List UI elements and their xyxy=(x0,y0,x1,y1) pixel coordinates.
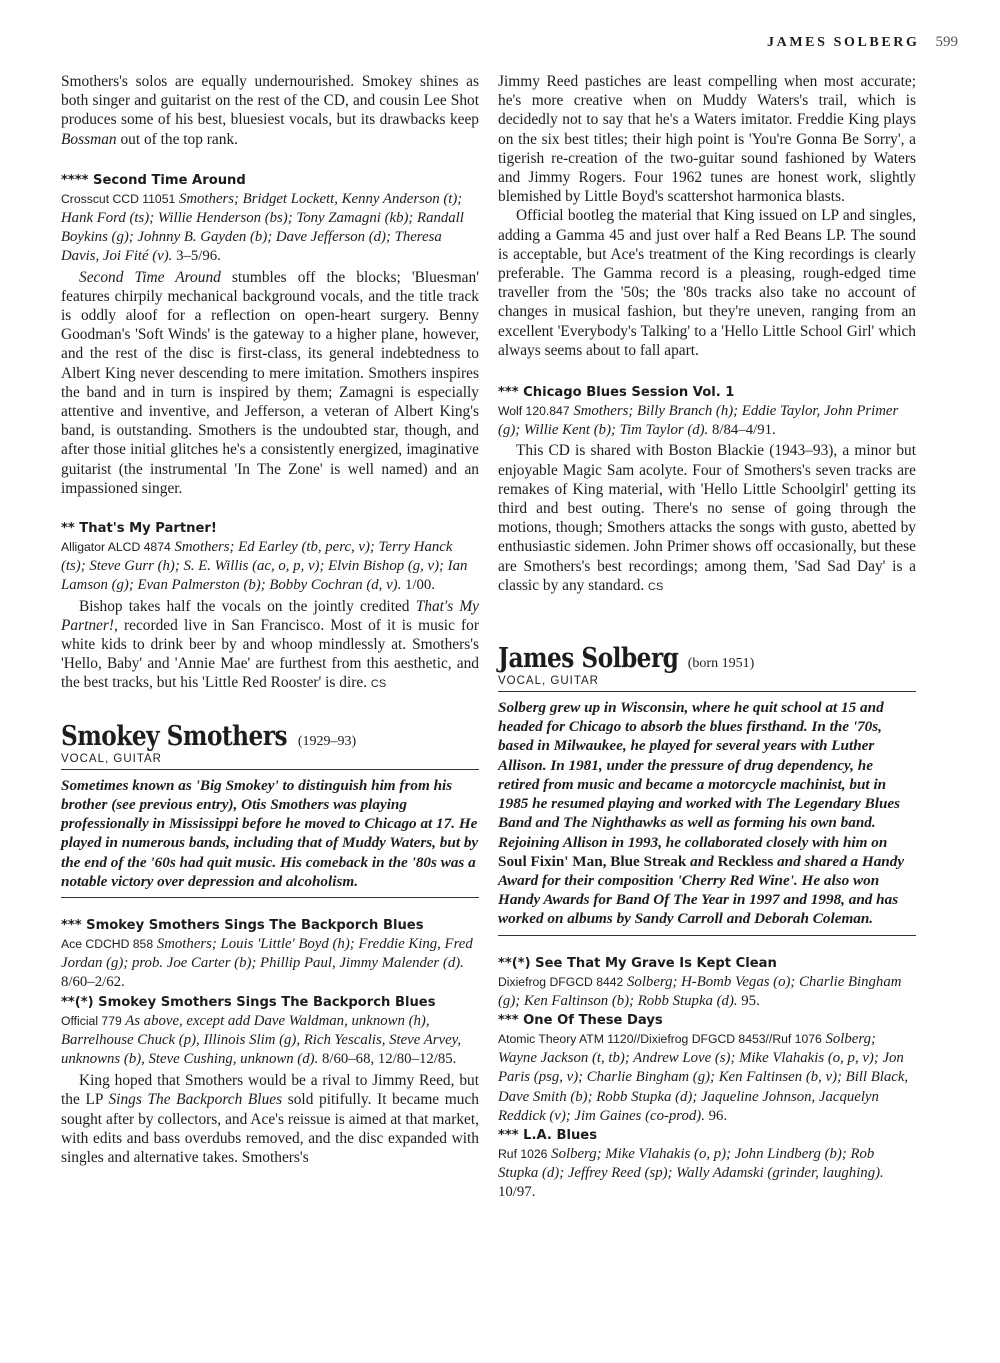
album-title: **** Second Time Around xyxy=(61,172,246,188)
album-title: *** Chicago Blues Session Vol. 1 xyxy=(498,385,735,401)
review: This CD is shared with Boston Blackie (1943–93), a minor but enjoyable Magic Sam acolyte. Four of Smothers's seven tracks are remakes of King material, with 'Hello Little Schoolgirl' getting its third and best outing. There's no sense of going through the motions, though; Smothers attacks the songs with gusto, abetted by enthusiastic sidemen. John Primer shows off occasionally, but these are Smothers's best recordings; among them, 'Sad Sad Day' is a classic by any standard. CS xyxy=(498,442,916,594)
review: Bishop takes half the vocals on the jointly credited That's My Partner!, recorded live in San Francisco. Most of it is music for white kids to drink beer by and whoop mindlessly at. Smothers's 'Hello, Baby' and 'Annie Mae' are furthest from this aesthetic, and the best tracks, but his 'Little Red Rooster' is dire. CS xyxy=(61,597,480,692)
artist-bio: Sometimes known as 'Big Smokey' to distinguish him from his brother (see previous entry), Otis Smothers was playing professionally in Mississippi before he moved to Chicago at 17. He played in numerous bands, including that of Muddy Waters, but by the end of the '60s had quit music. His comeback in the '80s was a notable victory over depression and alcoholism. xyxy=(61,776,479,898)
artist-dates: (born 1951) xyxy=(687,656,755,672)
page-number: 599 xyxy=(935,34,958,50)
review: King hoped that Smothers would be a rival to Jimmy Reed, but the LP Sings The Backporch Blues sold pitifully. It became much sought after by collectors, and Ace's reissue is aimed at that market, with edits and bass overdubs removed, and the disc expanded with singles and alternative takes. Smothers's xyxy=(61,1072,479,1166)
discography-line: Official 779 As above, except add Dave Waldman, unknown (h), Barrelhouse Chuck (p), Illinois Slim (g), Rich Yescalis, Steve Arvey, unknowns (b), Steve Cushing, unknown (d). 8/60–68, 12/80–12/85. xyxy=(61,1012,462,1067)
author-credit: CS xyxy=(370,678,387,691)
artist-role: VOCAL, GUITAR xyxy=(498,675,916,692)
discography-line: Atomic Theory ATM 1120//Dixiefrog DFGCD 8453//Ruf 1076 Solberg; Wayne Jackson (t, tb); Andrew Love (s); Mike Vlahakis (o, p, v); Jon Paris (psg, v); Charlie Bingham (g); Ken Faltinsen (b, v); Bill Black, Dave Smith (b); Robb Stupka (d); Jaqueline Johnson, Jacquelyn Reddick (v); Jim Gaines (co-prod). 96. xyxy=(498,1030,909,1124)
author-credit: CS xyxy=(648,580,664,593)
running-title: JAMES SOLBERG xyxy=(767,35,920,50)
paragraph: Official bootleg the material that King issued on LP and singles, adding a Gamma 45 and just over half a Red Beans LP. The sound is acceptable, but Ace's treatment of the King recordings is clearly preferable. The Gamma record is a pleasing, rough-edged time traveller from the '50s; the '80s tracks also take no account of changes in musical fashion, but they're uneven, ranging from an excellent 'Everybody's Talking' to a 'Hello Little School Girl' which always seems about to fall apart. xyxy=(498,207,916,359)
discography-line: Ruf 1026 Solberg; Mike Vlahakis (o, p); John Lindberg (b); Rob Stupka (d); Jeffrey Reed (sp); Wally Adamski (grinder, laughing). 10/97. xyxy=(498,1145,884,1201)
album-title: **(*) See That My Grave Is Kept Clean xyxy=(498,955,777,971)
artist-heading xyxy=(498,643,916,674)
artist-name: James Solberg xyxy=(498,643,679,675)
album-title: *** Smokey Smothers Sings The Backporch Blues xyxy=(61,917,424,933)
album-title: *** L.A. Blues xyxy=(498,1127,598,1143)
album-title: ** That's My Partner! xyxy=(61,521,217,537)
discography-line: Dixiefrog DFGCD 8442 Solberg; H-Bomb Vegas (o); Charlie Bingham (g); Ken Faltinson (b); Robb Stupka (d). 95. xyxy=(498,973,902,1009)
paragraph: Smothers's solos are equally undernourished. Smokey shines as both singer and guitarist on the rest of the CD, and cousin Lee Shot produces some of his best, bluesiest vocals, but its drawbacks keep Bossman out of the top rank. xyxy=(61,73,479,148)
discography-line: Wolf 120.847 Smothers; Billy Branch (h); Eddie Taylor, John Primer (g); Willie Kent (b); Tim Taylor (d). 8/84–4/91. xyxy=(498,403,899,439)
album-title: **(*) Smokey Smothers Sings The Backporch Blues xyxy=(61,994,436,1010)
left-column xyxy=(61,72,479,1167)
artist-role: VOCAL, GUITAR xyxy=(61,753,479,770)
album-title: *** One Of These Days xyxy=(498,1012,663,1028)
artist-bio: Solberg grew up in Wisconsin, where he quit school at 15 and headed for Chicago to absorb the blues firsthand. In the '70s, based in Milwaukee, he played for several years with Luther Allison. In 1981, under the pressure of drug dependency, he retired from music and became a motorcycle machinist, but in 1985 he resumed playing and worked with The Legendary Blues Band and The Nighthawks as well as forming his own band. Rejoining Allison in 1993, he collaborated closely with him on Soul Fixin' Man, Blue Streak and Reckless and shared a Handy Award for their composition 'Cherry Red Wine'. He also won Handy Awards for Band Of The Year in 1997 and 1998, and has worked on albums by Sandy Carroll and Deborah Coleman. xyxy=(498,698,916,935)
artist-dates: (1929–93) xyxy=(297,733,357,749)
right-column xyxy=(498,72,916,1204)
running-head xyxy=(767,34,958,51)
artist-heading xyxy=(61,721,479,752)
discography-line: Alligator ALCD 4874 Smothers; Ed Earley (tb, perc, v); Terry Hanck (ts); Steve Gurr (h); S. E. Willis (ac, o, p, v); Elvin Bishop (g, v); Ian Lamson (g); Evan Palmerston (b); Bobby Cochran (d, v). 1/00. xyxy=(61,539,468,594)
discography-line: Ace CDCHD 858 Smothers; Louis 'Little' Boyd (h); Freddie King, Fred Jordan (g); prob. Joe Carter (b); Phillip Paul, Jimmy Malender (d). 8/60–2/62. xyxy=(61,935,473,991)
artist-name: Smokey Smothers xyxy=(61,720,288,752)
paragraph: Jimmy Reed pastiches are least compelling when most accurate; he's more creative when on Muddy Waters's trail, which is decidedly not to say that he's a Waters imitator. Freddie King plays on the six best titles; their high point is 'You're Gonna Be Sorry', a tigerish re-creation of the two-guitar sound fashioned by Waters and Jimmy Rogers. Four 1962 tunes are honest work, slightly blemished by Little Boyd's scattershot harmonica blasts. xyxy=(498,73,916,206)
review: Second Time Around stumbles off the blocks; 'Bluesman' features chirpily mechanical background vocals, and the title track is oddly aloof for a reflection on open-heart surgery. Benny Goodman's 'Soft Winds' is the gateway to a higher plane, however, and the rest of the disc is first-class, its general indebtedness to Albert King never descending to mere imitation. Smothers inspires the band and in turn is inspired by them; Zamagni is especially attentive and inventive, and Jefferson, a veteran of Albert King's band, is outstanding. Smothers is the undoubted star, though, and after those initial glitches he's a consistently energized, imaginative guitarist (the instrumental 'In The Zone' is well named) and an impassioned singer. xyxy=(61,268,479,497)
discography-line: Crosscut CCD 11051 Smothers; Bridget Lockett, Kenny Anderson (t); Hank Ford (ts); Willie Henderson (bs); Tony Zamagni (kb); Randall Boykins (g); Johnny B. Gayden (b); Dave Jefferson (d); Theresa Davis, Joi Fité (v). 3–5/96. xyxy=(61,190,464,265)
